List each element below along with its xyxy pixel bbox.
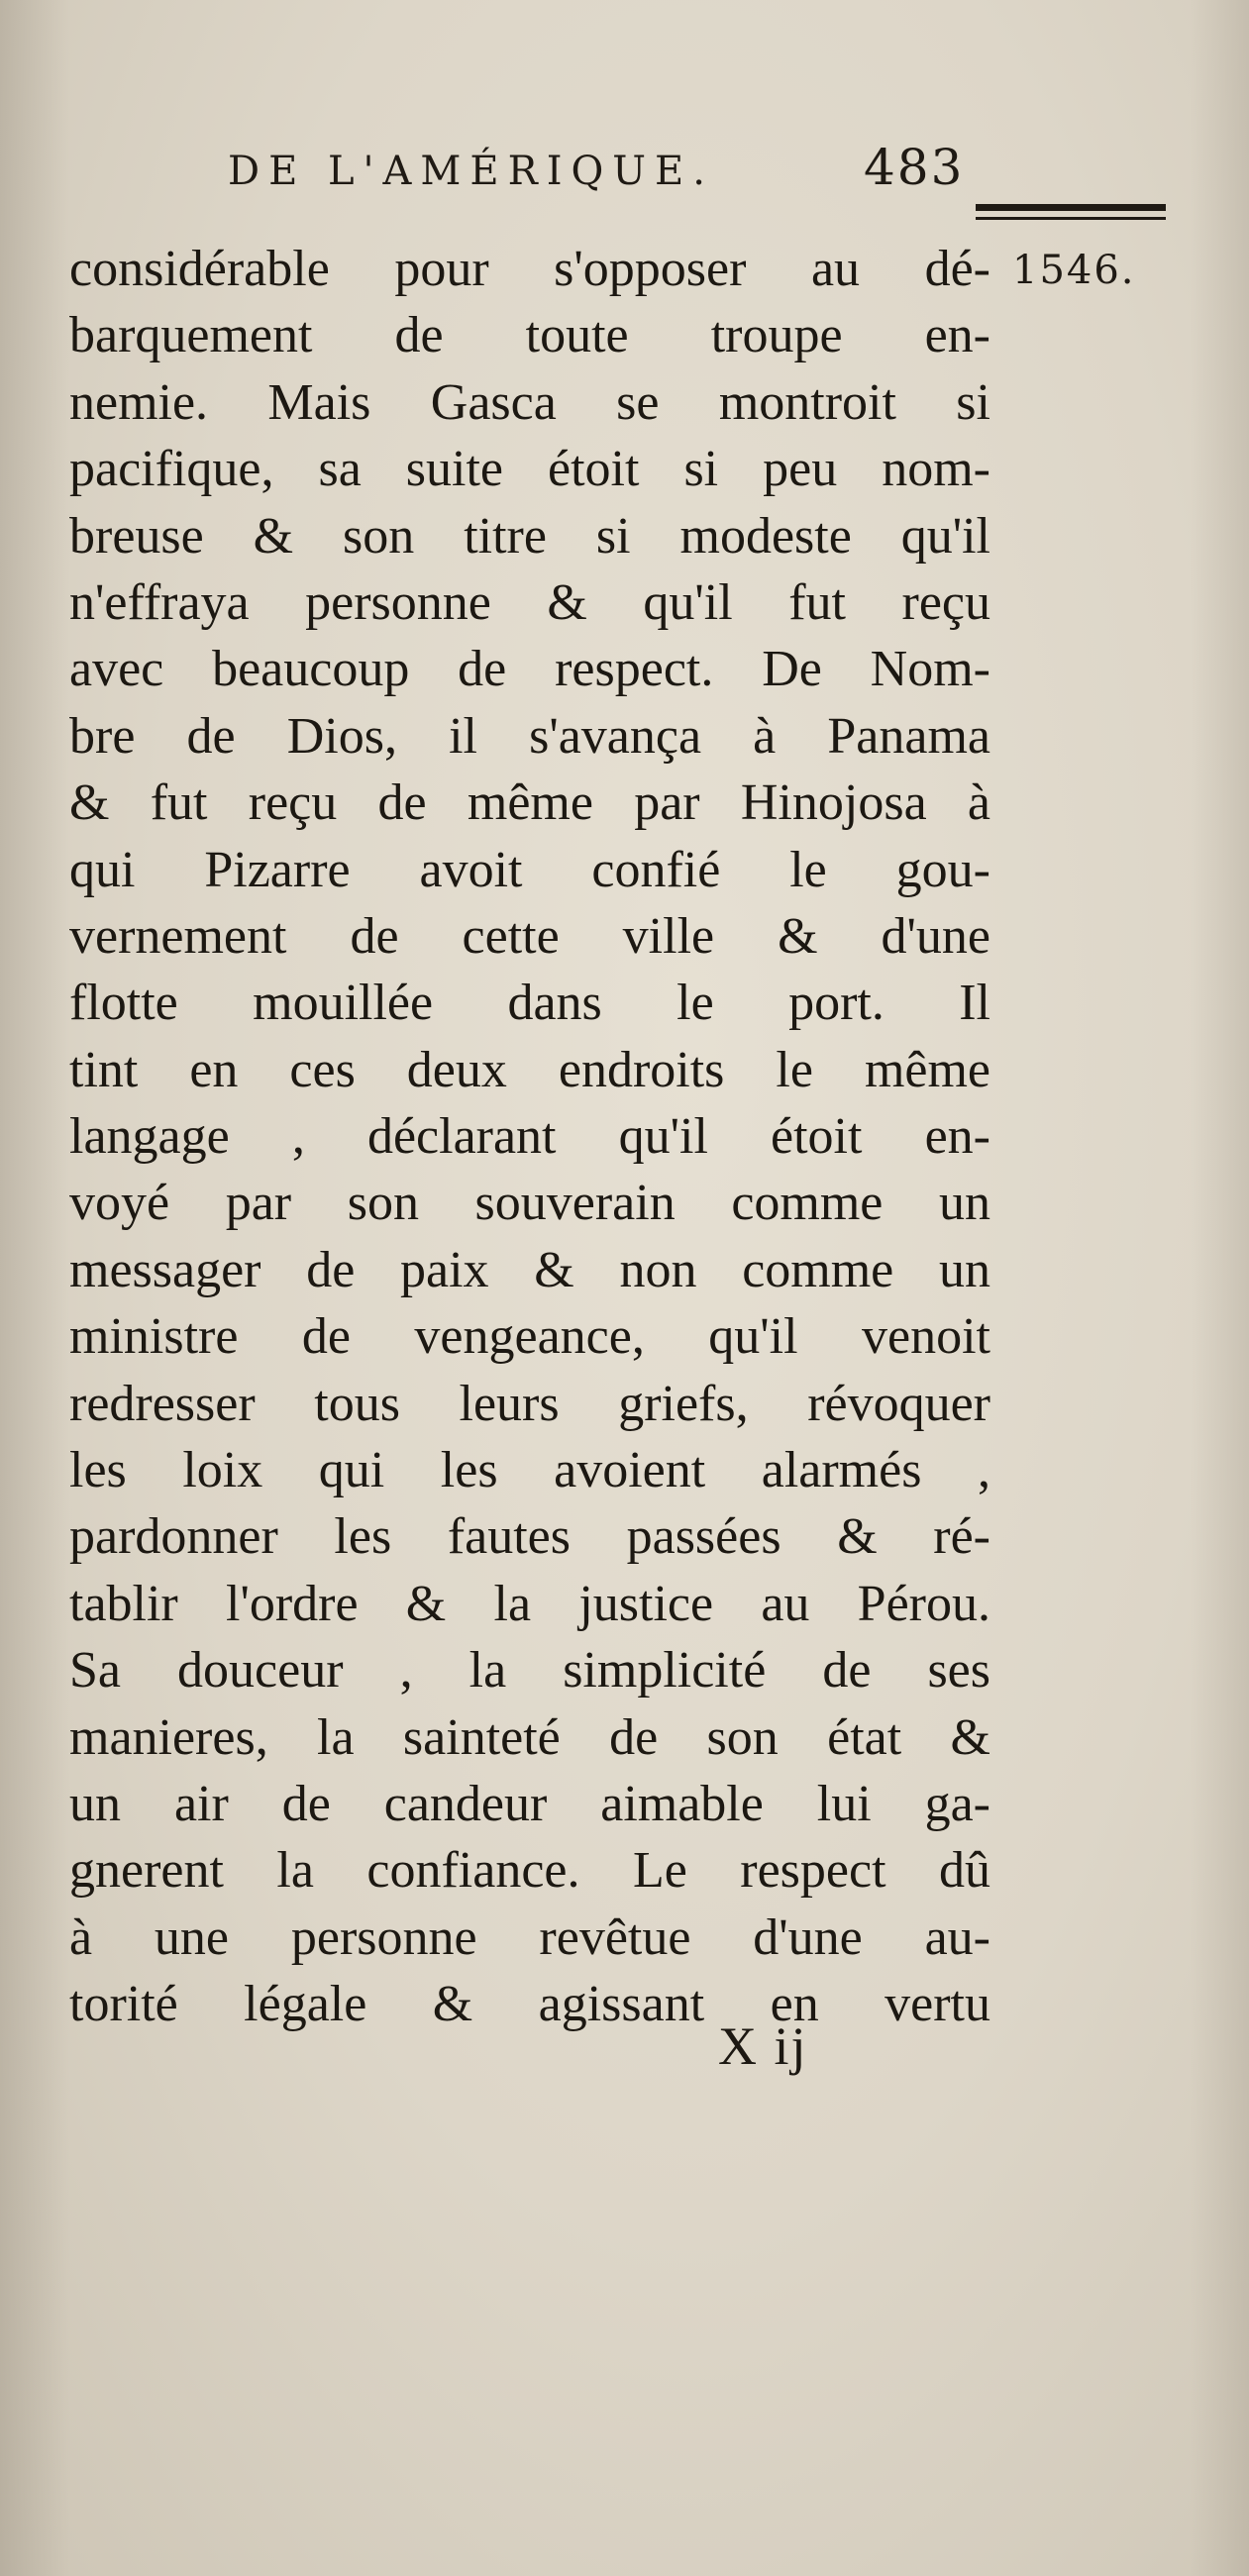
text-line: redresser tous leurs griefs, révoquer	[69, 1375, 990, 1432]
text-line: tablir l'ordre & la justice au Pérou.	[69, 1575, 990, 1632]
text-line: n'effraya personne & qu'il fut reçu	[69, 573, 990, 631]
running-head-title: DE L'AMÉRIQUE.	[228, 149, 714, 194]
text-line: vernement de cette ville & d'une	[69, 907, 990, 965]
signature-mark: X ij	[718, 2016, 808, 2076]
text-line: & fut reçu de même par Hinojosa à	[69, 774, 990, 832]
header-rule-thick	[976, 204, 1166, 211]
margin-date-note: 1546.	[1012, 248, 1136, 293]
text-line: voyé par son souverain comme un	[69, 1175, 990, 1232]
text-line: nemie. Mais Gasca se montroit si	[69, 373, 990, 431]
text-line: langage , déclarant qu'il étoit en-	[69, 1108, 990, 1166]
text-line: manieres, la sainteté de son état &	[69, 1708, 990, 1766]
text-line: bre de Dios, il s'avança à Panama	[69, 707, 990, 765]
text-line: Sa douceur , la simplicité de ses	[69, 1642, 990, 1700]
header-rule-thin	[976, 217, 1166, 220]
text-line: à une personne revêtue d'une au-	[69, 1908, 990, 1966]
text-line: ministre de vengeance, qu'il venoit	[69, 1308, 990, 1366]
text-line: barquement de toute troupe en-	[69, 307, 990, 364]
text-line: considérable pour s'opposer au dé-	[69, 241, 990, 297]
text-line: gnerent la confiance. Le respect dû	[69, 1842, 990, 1900]
text-line: pacifique, sa suite étoit si peu nom-	[69, 441, 990, 498]
body-text	[69, 236, 990, 2038]
text-line: les loix qui les avoient alarmés ,	[69, 1442, 990, 1499]
text-line: torité légale & agissant en vertu	[69, 1976, 990, 2033]
text-line: flotte mouillée dans le port. Il	[69, 975, 990, 1032]
text-line: breuse & son titre si modeste qu'il	[69, 507, 990, 565]
text-line: qui Pizarre avoit confié le gou-	[69, 841, 990, 898]
text-line: tint en ces deux endroits le même	[69, 1041, 990, 1098]
page-number: 483	[864, 139, 965, 196]
text-line: avec beaucoup de respect. De Nom-	[69, 641, 990, 698]
text-line: messager de paix & non comme un	[69, 1241, 990, 1298]
text-line: un air de candeur aimable lui ga-	[69, 1775, 990, 1832]
text-line: pardonner les fautes passées & ré-	[69, 1508, 990, 1566]
